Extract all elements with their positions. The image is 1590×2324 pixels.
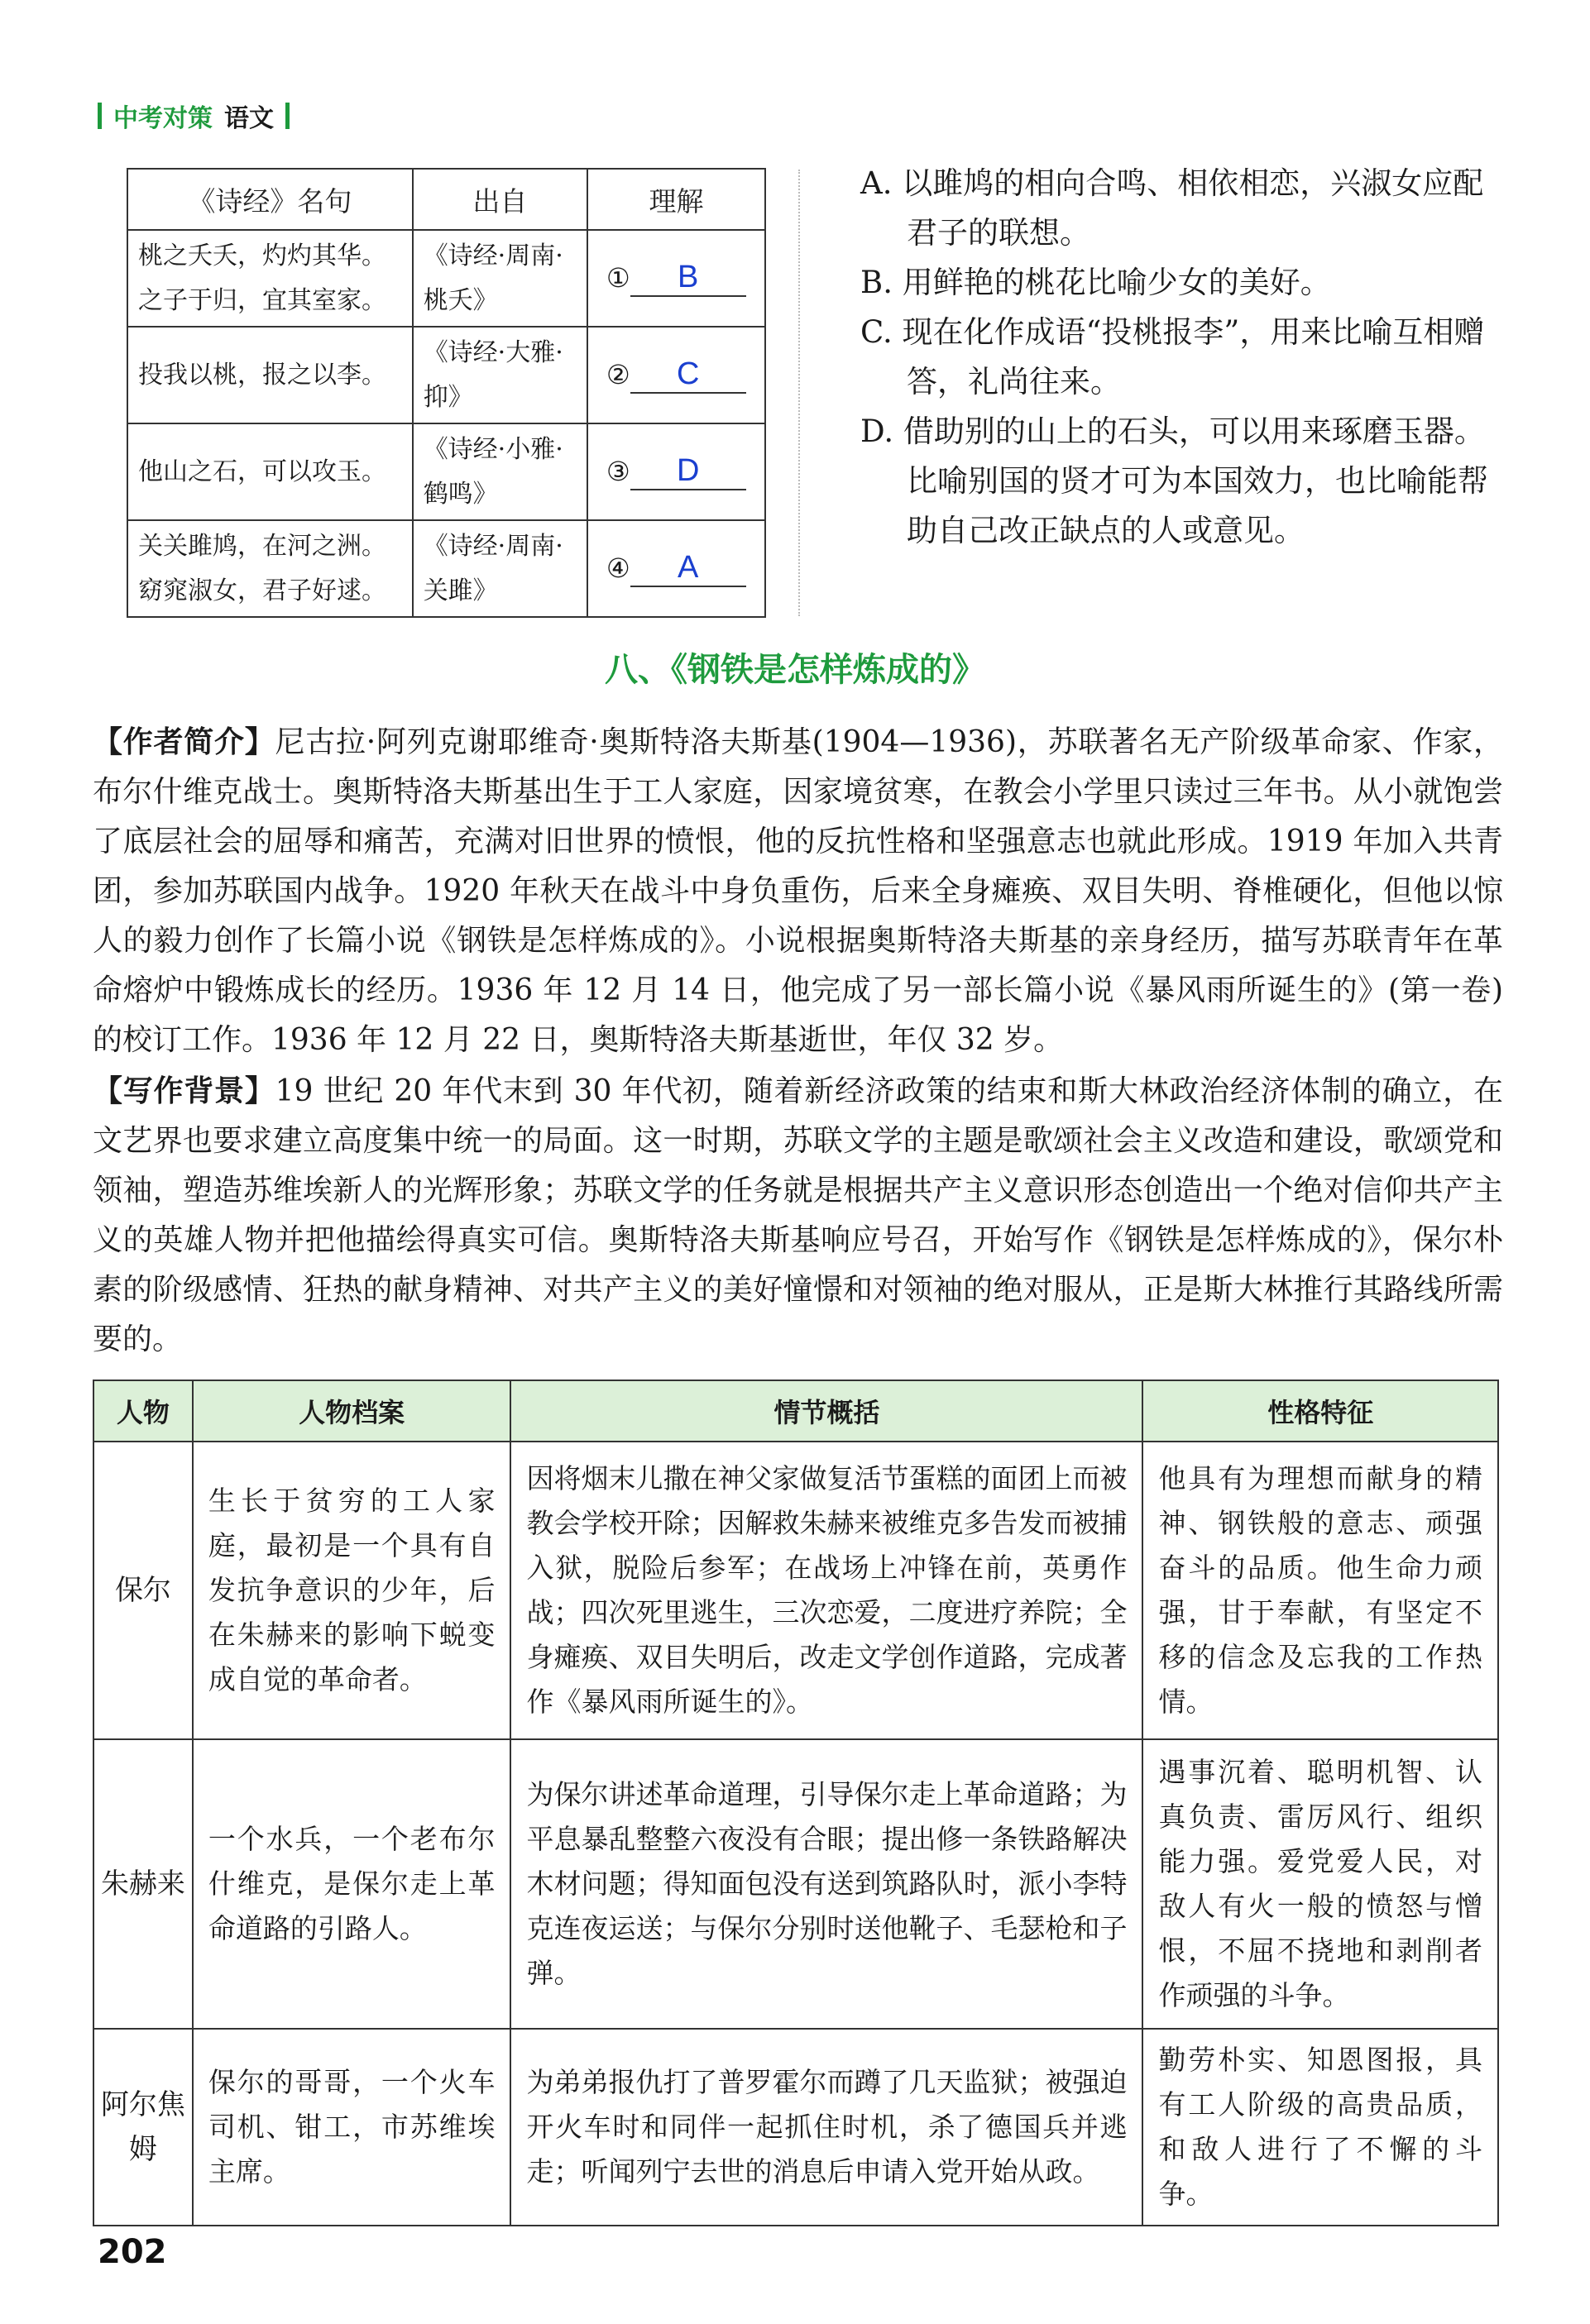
answer-number: ①	[606, 261, 630, 294]
poem-table-header	[127, 169, 765, 230]
poem-answer-cell	[587, 520, 765, 617]
page-number: 202	[98, 2233, 167, 2271]
answer-number: ②	[606, 358, 630, 390]
character-traits: 勤劳朴实、知恩图报，具有工人阶级的高贵品质，和敌人进行了不懈的斗争。	[1142, 2029, 1498, 2226]
option-d: D. 借助别的山上的石头，可以用来琢磨玉器。比喻别国的贤才可为本国效力，也比喻能帮助自己改正缺点的人或意见。	[860, 414, 1488, 548]
header-bar-left	[98, 103, 102, 129]
poem-answer-cell	[587, 230, 765, 327]
answer-blank: C	[630, 356, 746, 394]
answer-blank: A	[630, 549, 746, 587]
character-table-header	[93, 1380, 1498, 1442]
poem-source: 《诗经·大雅·抑》	[413, 327, 587, 423]
poem-source: 《诗经·周南·桃夭》	[413, 230, 587, 327]
author-intro-tag: 【作者简介】	[93, 725, 275, 759]
char-header-name: 人物	[93, 1380, 193, 1442]
header-bar-right	[285, 103, 290, 129]
table-row	[127, 230, 765, 327]
author-intro-text: 尼古拉·阿列克谢耶维奇·奥斯特洛夫斯基(1904—1936)，苏联著名无产阶级革命家、作家，布尔什维克战士。奥斯特洛夫斯基出生于工人家庭，因家境贫寒，在教会小学里只读过三年书。从小就饱尝了底层社会的屈辱和痛苦，充满对旧世界的愤恨，他的反抗性格和坚强意志也就此形成。1919 年加入共青团，参加苏联国内战争。1920 年秋天在战斗中身负重伤，后来全身瘫痪、双目失明、脊椎硬化，但他以惊人的毅力创作了长篇小说《钢铁是怎样炼成的》。小说根据奥斯特洛夫斯基的亲身经历，描写苏联青年在革命熔炉中锻炼成长的经历。1936 年 12 月 14 日，他完成了另一部长篇小说《暴风雨所诞生的》(第一卷)的校订工作。1936 年 12 月 22 日，奥斯特洛夫斯基逝世，年仅 32 岁。	[93, 725, 1503, 1057]
poem-quote: 他山之石，可以攻玉。	[127, 423, 413, 520]
table-row	[127, 327, 765, 423]
character-name: 朱赫来	[93, 1739, 193, 2029]
answer-number: ③	[606, 455, 630, 487]
option-a: A. 以雎鸠的相向合鸣、相依相恋，兴淑女应配君子的联想。	[860, 165, 1484, 251]
character-plot: 为弟弟报仇打了普罗霍尔而蹲了几天监狱；被强迫开火车时和同伴一起抓住时机，杀了德国兵并逃走；听闻列宁去世的消息后申请入党开始从政。	[510, 2029, 1142, 2226]
character-profile: 生长于贫穷的工人家庭，最初是一个具有自发抗争意识的少年，后在朱赫来的影响下蜕变成自觉的革命者。	[193, 1442, 511, 1739]
character-name: 阿尔焦姆	[93, 2029, 193, 2226]
poem-source: 《诗经·周南·关雎》	[413, 520, 587, 617]
character-plot: 因将烟末儿撒在神父家做复活节蛋糕的面团上而被教会学校开除；因解救朱赫来被维克多告发而被捕入狱，脱险后参军；在战场上冲锋在前，英勇作战；四次死里逃生，三次恋爱，二度进疗养院；全身瘫痪、双目失明后，改走文学创作道路，完成著作《暴风雨所诞生的》。	[510, 1442, 1142, 1739]
answer-number: ④	[606, 552, 630, 584]
poem-quote: 关关雎鸠，在河之洲。窈窕淑女，君子好逑。	[127, 520, 413, 617]
header-subject: 语文	[224, 104, 274, 133]
table-row	[93, 1442, 1498, 1739]
character-table	[93, 1380, 1499, 2226]
character-name: 保尔	[93, 1442, 193, 1739]
character-traits: 遇事沉着、聪明机智、认真负责、雷厉风行、组织能力强。爱党爱人民，对敌人有火一般的愤怒与憎恨，不屈不挠地和剥削者作顽强的斗争。	[1142, 1739, 1498, 2029]
poem-header-meaning: 理解	[587, 169, 765, 230]
character-plot: 为保尔讲述革命道理，引导保尔走上革命道路；为平息暴乱整整六夜没有合眼；提出修一条铁路解决木材问题；得知面包没有送到筑路队时，派小李特克连夜运送；与保尔分别时送他靴子、毛瑟枪和子弹。	[510, 1739, 1142, 2029]
table-row	[93, 2029, 1498, 2226]
character-profile: 保尔的哥哥，一个火车司机、钳工，市苏维埃主席。	[193, 2029, 511, 2226]
options-list	[860, 159, 1514, 556]
poem-answer-cell	[587, 423, 765, 520]
character-profile: 一个水兵，一个老布尔什维克，是保尔走上革命道路的引路人。	[193, 1739, 511, 2029]
poem-quote: 桃之夭夭，灼灼其华。之子于归，宜其室家。	[127, 230, 413, 327]
poem-header-quote: 《诗经》名句	[127, 169, 413, 230]
option-c: C. 现在化作成语“投桃报李”，用来比喻互相赠答，礼尚往来。	[860, 314, 1485, 399]
char-header-profile: 人物档案	[193, 1380, 511, 1442]
background-tag: 【写作背景】	[93, 1074, 275, 1108]
char-header-traits: 性格特征	[1142, 1380, 1498, 1442]
poem-header-source: 出自	[413, 169, 587, 230]
character-traits: 他具有为理想而献身的精神、钢铁般的意志、顽强奋斗的品质。他生命力顽强，甘于奉献，有坚定不移的信念及忘我的工作热情。	[1142, 1442, 1498, 1739]
poem-quote: 投我以桃，报之以李。	[127, 327, 413, 423]
header-series: 中考对策	[113, 104, 213, 133]
table-row	[93, 1739, 1498, 2029]
option-b: B. 用鲜艳的桃花比喻少女的美好。	[860, 265, 1331, 300]
answer-blank: D	[630, 452, 746, 490]
poem-answer-cell	[587, 327, 765, 423]
author-intro	[93, 718, 1503, 1065]
table-row	[127, 520, 765, 617]
answer-blank: B	[630, 259, 746, 297]
char-header-plot: 情节概括	[510, 1380, 1142, 1442]
background-text: 19 世纪 20 年代末到 30 年代初，随着新经济政策的结束和斯大林政治经济体制的确立，在文艺界也要求建立高度集中统一的局面。这一时期，苏联文学的主题是歌颂社会主义改造和建设，歌颂党和领袖，塑造苏维埃新人的光辉形象；苏联文学的任务就是根据共产主义意识形态创造出一个绝对信仰共产主义的英雄人物并把他描绘得真实可信。奥斯特洛夫斯基响应号召，开始写作《钢铁是怎样炼成的》，保尔朴素的阶级感情、狂热的献身精神、对共产主义的美好憧憬和对领袖的绝对服从，正是斯大林推行其路线所需要的。	[93, 1074, 1503, 1356]
table-row	[127, 423, 765, 520]
writing-background	[93, 1067, 1503, 1365]
section-title: 八、《钢铁是怎样炼成的》	[605, 651, 985, 689]
poem-table	[127, 168, 766, 618]
poem-source: 《诗经·小雅·鹤鸣》	[413, 423, 587, 520]
page-header	[98, 98, 290, 134]
column-divider	[798, 170, 800, 616]
